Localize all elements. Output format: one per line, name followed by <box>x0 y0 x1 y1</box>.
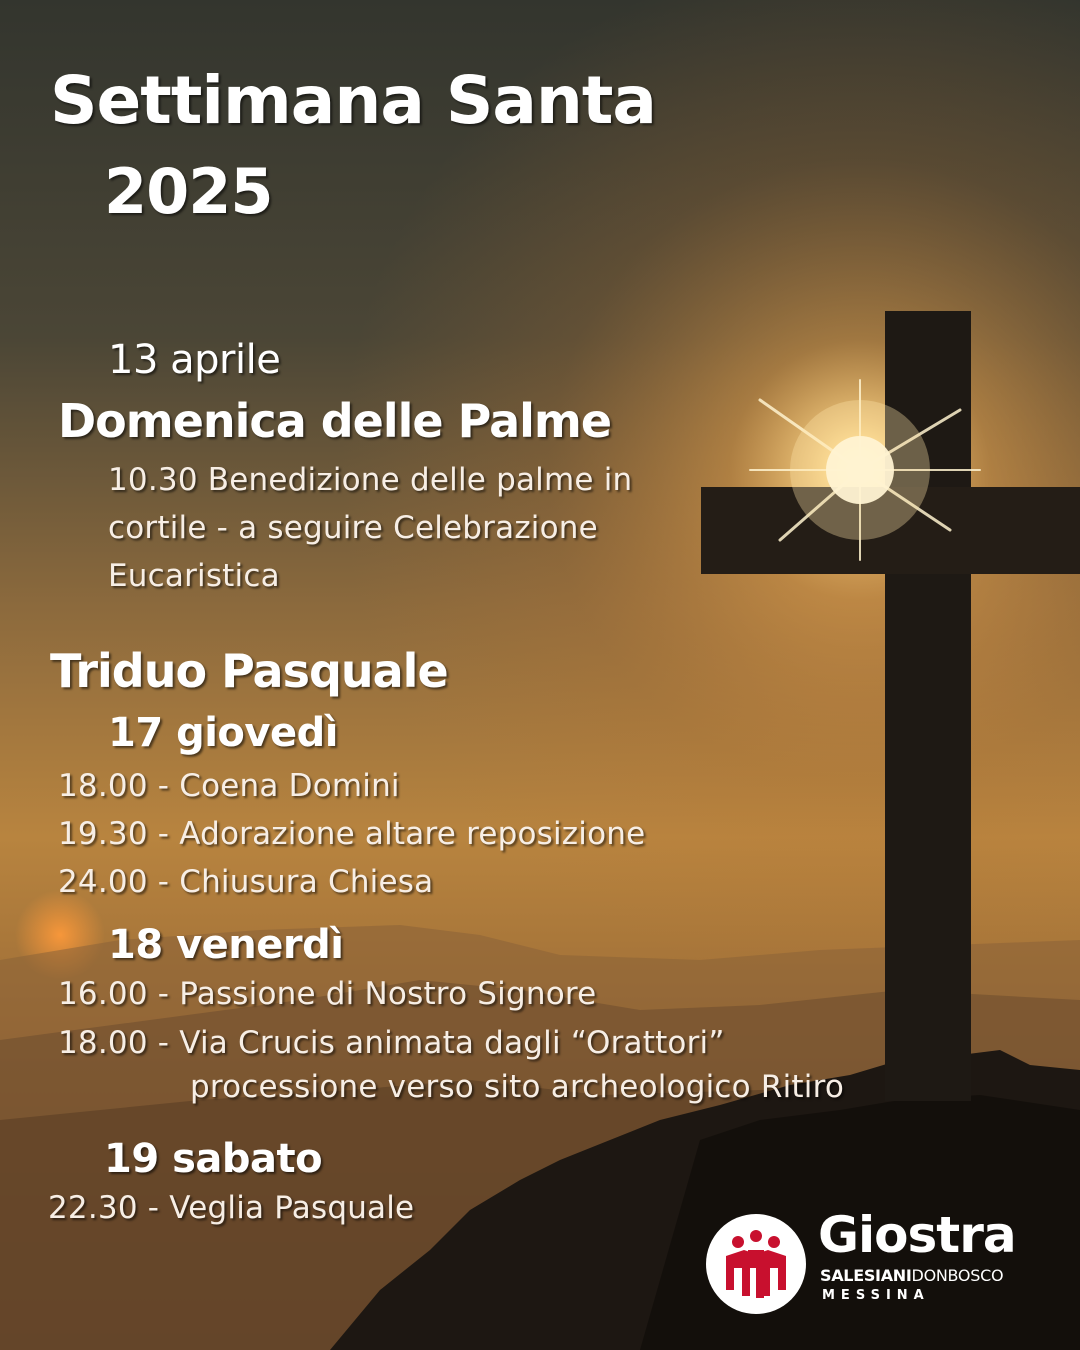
logo-name: Giostra <box>818 1206 1016 1264</box>
logo-salesiani: SALESIANI <box>820 1266 912 1285</box>
thursday-day: 17 giovedì <box>108 710 338 756</box>
friday-event: 16.00 - Passione di Nostro Signore <box>58 976 597 1012</box>
three-people-icon <box>704 1212 808 1316</box>
triduum-title: Triduo Pasquale <box>50 644 448 698</box>
friday-day: 18 venerdì <box>108 922 344 968</box>
palm-sunday-title: Domenica delle Palme <box>58 394 612 448</box>
palm-sunday-date: 13 aprile <box>108 337 281 383</box>
page-title: Settimana Santa <box>50 62 656 139</box>
saturday-day: 19 sabato <box>104 1136 323 1182</box>
friday-event: 18.00 - Via Crucis animata dagli “Orattori” <box>58 1025 725 1061</box>
thursday-event: 24.00 - Chiusura Chiesa <box>58 864 434 900</box>
palm-sunday-line: 10.30 Benedizione delle palme in <box>108 462 633 498</box>
saturday-event: 22.30 - Veglia Pasquale <box>48 1190 415 1226</box>
logo-city: MESSINA <box>822 1288 930 1303</box>
palm-sunday-line: Eucaristica <box>108 558 280 594</box>
thursday-event: 19.30 - Adorazione altare reposizione <box>58 816 646 852</box>
palm-sunday-line: cortile - a seguire Celebrazione <box>108 510 598 546</box>
brand-logo <box>700 1208 1060 1318</box>
friday-event-continuation: processione verso sito archeologico Ritiro <box>190 1069 845 1105</box>
year-label: 2025 <box>104 155 273 228</box>
logo-donbosco: DONBOSCO <box>911 1266 1004 1285</box>
thursday-event: 18.00 - Coena Domini <box>58 768 400 804</box>
logo-subtitle <box>820 1266 1003 1285</box>
